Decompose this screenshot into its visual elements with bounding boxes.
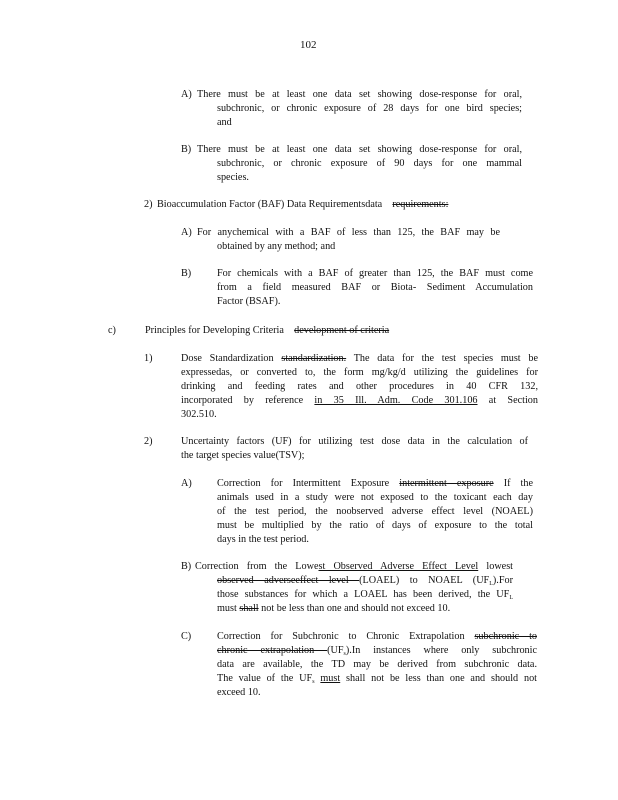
paragraph-line [181,380,538,394]
heading-text: Bioaccumulation Factor (BAF) Data Requirementsdata [157,199,383,210]
text-run: shall not be less than one and should not [340,673,537,684]
text-run: If the [493,478,533,489]
deleted-text: intermittent exposure [399,478,494,489]
text-run: animals used in a study were not exposed to the toxicant each day [217,492,533,503]
list-label: c) [108,325,116,336]
text-run: (LOAEL) to NOAEL (UF [359,575,490,586]
deleted-text: observed adverseeffect level [217,575,360,586]
list-label: 1) [144,353,153,364]
text-run: data are available, the TD may be derived from subchronic data. [217,659,537,670]
inserted-text: must [320,673,341,684]
text-run: Correction from the Lowe [195,561,319,572]
text-run: days in the test period. [217,534,309,545]
paragraph-line [217,533,309,547]
text-run: exceed 10. [217,687,261,698]
list-label: A) [181,89,192,100]
list-label: B) [181,268,192,279]
list-label: B) [181,144,192,155]
text-run: drinking and feeding rates and other procedures in 40 CFR 132, [181,381,538,392]
text-run: ).For [492,575,513,586]
paragraph-line: the target species value(TSV); [181,450,305,461]
paragraph-line [217,658,537,672]
paragraph-line: Factor (BSAF). [217,296,281,307]
paragraph-line: There must be at least one data set showing dose-response for oral, [197,89,522,100]
text-run: Correction for Subchronic to Chronic Extrapolation [217,631,475,642]
text-run: must [217,603,240,614]
inserted-text: st Observed Adverse Effect Level [318,561,479,572]
inserted-text: in 35 Ill. Adm. Code 301.106 [314,395,478,406]
text-run: The value of the UF [217,673,313,684]
deleted-text: chronic extrapolation [217,645,328,656]
paragraph-line: For anychemical with a BAF of less than 125, the BAF may be [197,227,500,238]
paragraph-line: species. [217,172,249,183]
paragraph-line [217,505,533,519]
heading-line [145,324,389,338]
subscript: s [343,651,346,657]
text-run: Dose Standardization [181,353,282,364]
list-label: B) [181,561,192,572]
paragraph-line: subchronic, or chronic exposure of 90 days for one mammal [217,158,522,169]
list-label: 2) [144,436,153,447]
deleted-text: standardization. [281,353,347,364]
list-label: A) [181,478,192,489]
deleted-text: requirements: [392,199,449,210]
deleted-text: subchronic to [474,631,537,642]
subscript: L [489,581,493,587]
text-run: of the test period, the noobserved adverse effect level (NOAEL) [217,506,533,517]
paragraph-line [217,686,261,700]
subscript: s [312,679,315,685]
list-label: C) [181,631,192,642]
deleted-text: development of criteria [294,325,390,336]
text-run: incorporated by reference [181,395,315,406]
list-label: A) [181,227,192,238]
paragraph-line: subchronic, or chronic exposure of 28 days for one bird species; [217,103,522,114]
paragraph-line [217,602,450,616]
paragraph-line: from a field measured BAF or Biota- Sediment Accumulation [217,282,533,293]
text-run: must be multiplied by the ratio of days of exposure to the total [217,520,533,531]
page-number: 102 [300,39,317,51]
paragraph-line [181,366,538,380]
paragraph-line: and [217,117,232,128]
text-run: not be less than one and should not exceed 10. [258,603,451,614]
paragraph-line [181,352,538,366]
text-run: (UF [327,645,344,656]
paragraph-line [217,630,537,644]
paragraph-line: For chemicals with a BAF of greater than 125, the BAF must come [217,268,533,279]
paragraph-line [195,560,513,574]
text-run: at Section [477,395,538,406]
paragraph-line [217,491,533,505]
paragraph-line: obtained by any method; and [217,241,336,252]
text-run: ).In instances where only subchronic [345,645,538,656]
paragraph-line [181,394,538,408]
text-run: Correction for Intermittent Exposure [217,478,400,489]
deleted-text: shall [239,603,259,614]
paragraph-line [217,519,533,533]
text-run: expressedas, or converted to, the form mg/kg/d utilizing the guidelines for [181,367,538,378]
text-run: those substances for which a LOAEL has been derived, the UF [217,589,510,600]
subscript: L [509,595,513,601]
heading-line [157,198,448,212]
text-run: The data for the test species must be [346,353,538,364]
text-run: lowest [478,561,513,572]
paragraph-line: There must be at least one data set showing dose-response for oral, [197,144,522,155]
paragraph-line: Uncertainty factors (UF) for utilizing test dose data in the calculation of [181,436,528,447]
paragraph-line [217,477,533,491]
heading-text: Principles for Developing Criteria [145,325,284,336]
text-run: 302.510. [181,409,217,420]
paragraph-line [181,408,217,422]
paragraph-line [217,672,537,689]
list-label: 2) [144,199,153,210]
